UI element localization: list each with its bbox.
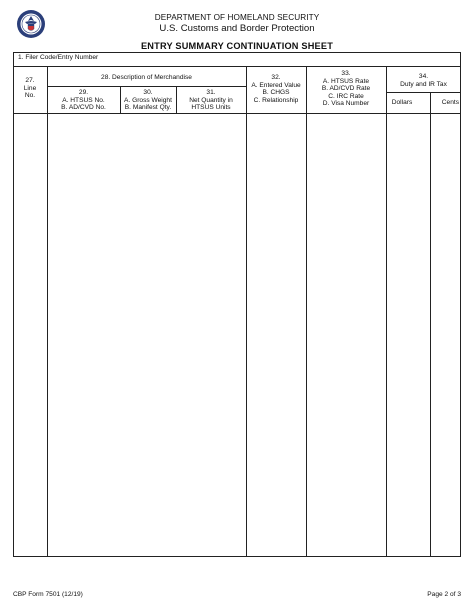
quantity-label-b: HTSUS Units [191, 104, 231, 112]
rate-label-a: A. HTSUS Rate [322, 77, 370, 85]
weight-label-b: B. Manifest Qty. [124, 104, 172, 112]
value-cell[interactable] [247, 114, 306, 556]
rate-header [306, 70, 386, 108]
quantity-header [176, 89, 246, 112]
rate-label-c: C. IRC Rate [328, 92, 364, 100]
line-no-header [13, 77, 47, 100]
rate-cell[interactable] [307, 114, 386, 556]
duty-subheader-rule [386, 92, 461, 93]
duty-label: Duty and IR Tax [400, 80, 447, 88]
quantity-label-a: Net Quantity in [189, 96, 233, 104]
value-number: 32. [271, 74, 281, 81]
htsus-label-b: B. AD/CVD No. [61, 104, 106, 112]
duty-dollars-cell[interactable] [387, 114, 430, 556]
filer-code-field[interactable] [13, 52, 461, 67]
line-no-label-2: No. [24, 92, 36, 100]
duty-header [386, 73, 461, 88]
form-title: ENTRY SUMMARY CONTINUATION SHEET [140, 41, 334, 51]
filer-code-label: 1. Filer Code/Entry Number [18, 54, 99, 61]
line-no-number: 27. [25, 77, 35, 84]
htsus-header [47, 89, 120, 112]
rate-number: 33. [341, 70, 351, 77]
value-label-b: B. CHGS [262, 89, 290, 97]
value-header [246, 74, 306, 104]
department-name: DEPARTMENT OF HOMELAND SECURITY [154, 13, 320, 22]
rate-label-b: B. AD/CVD Rate [321, 85, 371, 93]
htsus-number: 29. [78, 89, 89, 96]
page-number: Page 2 of 3 [427, 591, 461, 598]
line-no-label-1: Line [23, 84, 37, 92]
duty-cents-header: Cents [441, 99, 459, 106]
duty-number: 34. [418, 73, 429, 80]
duty-cents-cell[interactable] [431, 114, 460, 556]
description-header: 28. Description of Merchandise [101, 74, 192, 81]
quantity-number: 31. [206, 89, 216, 96]
rate-label-d: D. Visa Number [322, 100, 370, 108]
htsus-label-a: A. HTSUS No. [62, 96, 105, 104]
value-label-c: C. Relationship [253, 96, 299, 104]
weight-header [120, 89, 176, 112]
line-no-cell[interactable] [14, 114, 47, 556]
agency-name: U.S. Customs and Border Protection [159, 23, 315, 34]
description-cell[interactable] [48, 114, 246, 556]
weight-label-a: A. Gross Weight [124, 96, 172, 104]
duty-dollars-header: Dollars [391, 99, 413, 106]
description-subheader-rule [47, 86, 246, 87]
weight-number: 30. [143, 89, 153, 96]
value-label-a: A. Entered Value [251, 81, 301, 89]
form-number: CBP Form 7501 (12/19) [13, 591, 83, 598]
